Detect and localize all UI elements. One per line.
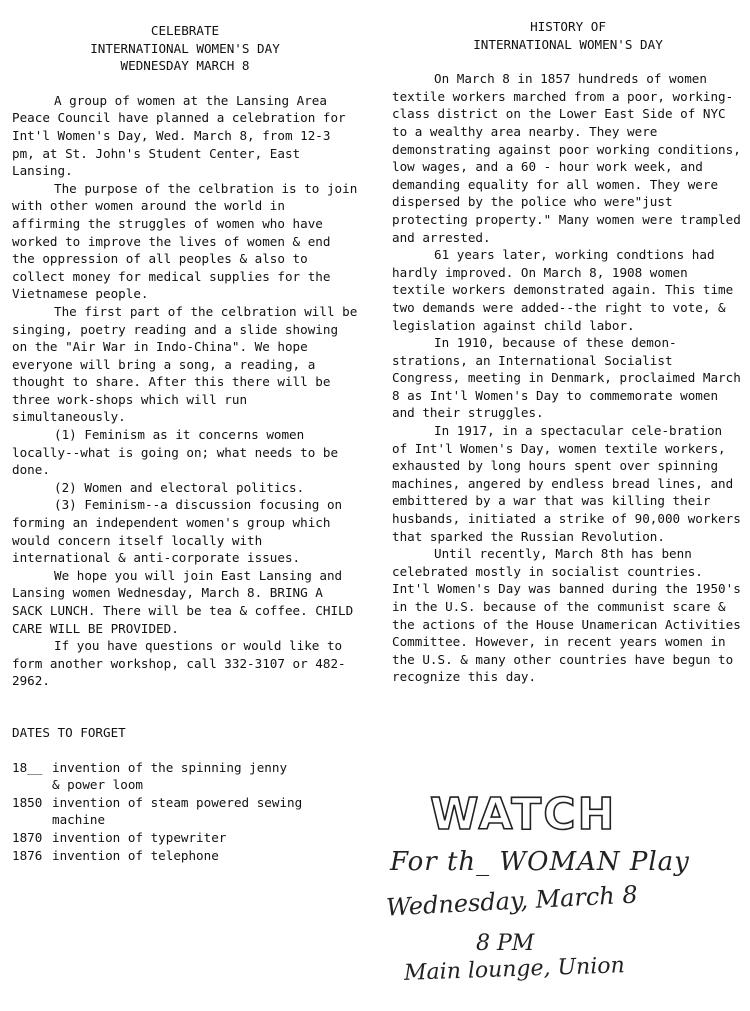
header-line: WEDNESDAY MARCH 8	[120, 58, 250, 74]
header-line: HISTORY OF	[530, 19, 606, 34]
date-text: invention of the spinning jenny	[52, 759, 288, 775]
paragraph: In 1917, in a spectacular cele-bration of Int'l Women's Day, women textile workers, exhausted by long hours spent over spinning machines, angered by endless bread lines, and embittered by a war that was killing their husbands, initiated a strike of 90,000 workers that sparked the Russian Revolution.	[392, 423, 741, 544]
workshop-text: Women and electoral politics.	[84, 479, 305, 495]
date-year: 18__	[12, 759, 43, 775]
date-year: 1850	[12, 794, 43, 810]
list-item	[12, 794, 358, 812]
paragraph: If you have questions or would like to form another workshop, call 332-3107 or 482-2962.	[12, 638, 346, 689]
workshop-text: Feminism--a discussion focusing on forming an independent women's group which would concern itself locally with international & anti-corporate issues.	[12, 497, 343, 566]
date-continuation: & power loom	[52, 777, 143, 793]
header-line: INTERNATIONAL WOMEN'S DAY	[90, 40, 280, 56]
workshop-item	[12, 479, 358, 497]
celebrate-header	[12, 22, 358, 75]
paragraph: A group of women at the Lansing Area Peace Council have planned a celebration for Int'l Women's Day, Wed. March 8, from 12-3 pm, at St. John's Student Center, East Lansing.	[12, 92, 346, 179]
list-item	[12, 829, 358, 847]
date-continuation: machine	[52, 812, 106, 828]
workshop-item	[12, 496, 358, 566]
paragraph: The purpose of the celbration is to join with other women around the world in affirming the struggles of women who have worked to improve the lives of women & end the oppression of all peoples & also to collect money for medical supplies for the Vietnamese people.	[12, 180, 358, 302]
date-text: invention of telephone	[52, 847, 219, 863]
workshop-number: (3)	[54, 497, 77, 513]
workshop-item	[12, 426, 358, 479]
list-item	[12, 759, 358, 777]
list-item	[12, 847, 358, 865]
date-year: 1870	[12, 829, 43, 845]
paragraph: The first part of the celbration will be singing, poetry reading and a slide showing on the "Air War in Indo-China". We hope everyone will bring a song, a reading, a thought to share. After this there will be three work-shops which will run simultaneously.	[12, 303, 358, 425]
paragraph: 61 years later, working condtions had hardly improved. On March 8, 1908 women textile workers demonstrated again. This time two demands were added--the right to vote, & legislation against child labor.	[392, 247, 734, 333]
handwritten-line: Wednesday, March 8	[385, 880, 639, 922]
paragraph: We hope you will join East Lansing and Lansing women Wednesday, March 8. BRING A SACK LUNCH. There will be tea & coffee. CHILD CARE WILL BE PROVIDED.	[12, 567, 354, 636]
right-column	[392, 18, 744, 686]
watch-bubble-letters	[426, 785, 626, 839]
handwritten-line: Main lounge, Union	[403, 953, 626, 986]
handwritten-line: 8 PM	[476, 931, 535, 956]
dates-title: DATES TO FORGET	[12, 724, 126, 740]
dates-list	[12, 759, 358, 865]
header-line: INTERNATIONAL WOMEN'S DAY	[473, 36, 663, 52]
paragraph: In 1910, because of these demon-strations, an International Socialist Congress, meeting in Denmark, proclaimed March 8 as Int'l Women's Day to commemorate women and their struggles.	[392, 335, 741, 421]
paragraph: On March 8 in 1857 hundreds of women textile workers marched from a poor, working-class district on the Lower East Side of NYC to a wealthy area nearby. They were demonstrating against poor working conditions, low wages, and a 60 - hour work week, and demanding equality for all women. They were dispersed by the police who were"just protecting property." Many women were trampled and arrested.	[392, 71, 741, 245]
workshop-number: (2)	[54, 479, 77, 495]
left-column	[12, 22, 358, 864]
date-text: invention of typewriter	[52, 829, 227, 845]
header-line: CELEBRATE	[150, 23, 220, 38]
date-text: invention of steam powered sewing	[52, 794, 303, 810]
handwritten-line: For th_ WOMAN Play	[390, 847, 690, 877]
workshop-text: Feminism as it concerns women locally--what is going on; what needs to be done.	[12, 427, 339, 478]
date-year: 1876	[12, 847, 43, 863]
watch-text: WATCH	[430, 789, 617, 839]
paragraph: Until recently, March 8th has benn celebrated mostly in socialist countries. Int'l Women's Day was banned during the 1950's in the U.S. because of the communist scare & the actions of the House Unamerican Activities Committee. However, in recent years women in the U.S. & many other countries have begun to recognize this day.	[392, 546, 741, 685]
workshop-number: (1)	[54, 427, 77, 443]
history-header	[392, 18, 744, 53]
